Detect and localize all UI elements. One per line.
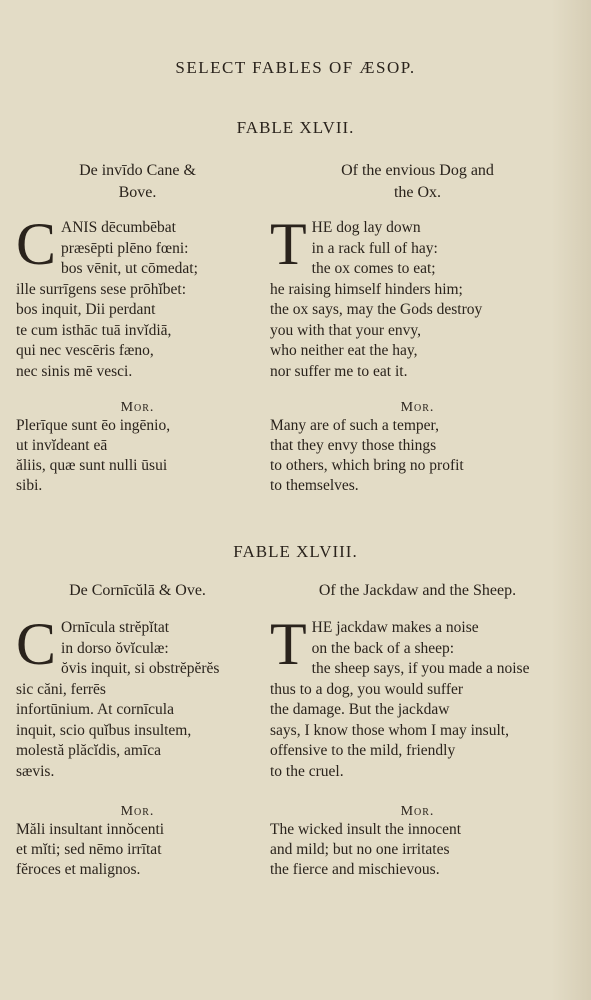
subtitle-line: Of the envious Dog and [341, 162, 494, 179]
latin-subtitle [16, 580, 259, 602]
text-line: ăliis, quæ sunt nulli ūsui [16, 457, 168, 474]
text-line: you with that your envy, [270, 321, 421, 339]
text-line: the ox says, may the Gods destroy [270, 301, 483, 318]
text-line: qui nec vescēris fæno, [16, 342, 154, 359]
text-line: The wicked insult the innocent [270, 821, 462, 838]
english-subtitle [270, 160, 565, 204]
english-column [270, 580, 565, 880]
text-line: the damage. But the jackdaw [270, 701, 450, 718]
moral-heading: Mor. [120, 400, 155, 415]
text-line: infortūnium. At cornīcula [16, 701, 174, 718]
text-line: says, I know those whom I may insult, [270, 721, 509, 739]
text-line: to themselves. [270, 477, 359, 494]
text-line: ANIS dēcumbēbat [61, 219, 176, 236]
text-line: that they envy those things [270, 437, 437, 454]
text-line: te cum isthāc tuā invĭdiā, [16, 321, 172, 339]
latin-column [16, 160, 259, 496]
subtitle-line: Of the Jackdaw and the Sheep. [318, 582, 517, 599]
english-text [270, 211, 565, 382]
moral-heading: Mor. [400, 804, 435, 819]
latin-subtitle [16, 160, 259, 204]
text-line: nor suffer me to eat it. [270, 362, 408, 380]
english-column [270, 160, 565, 496]
text-line: bos vēnit, ut cōmedat; [61, 260, 198, 277]
subtitle-line: Bove. [118, 184, 157, 201]
text-line: on the back of a sheep: [311, 639, 455, 657]
moral-block [16, 400, 259, 496]
text-line: Măli insultant innŏcenti [16, 821, 165, 838]
text-line: the sheep says, if you made a noise [311, 660, 530, 677]
text-line: bos inquit, Dii perdant [16, 301, 156, 318]
drop-cap: T [270, 611, 307, 677]
latin-text [16, 611, 259, 782]
text-line: in a rack full of hay: [311, 239, 438, 257]
text-line: sic căni, ferrēs [16, 680, 106, 698]
text-line: HE dog lay down [311, 219, 421, 236]
drop-cap: C [16, 211, 57, 277]
moral-text [16, 820, 259, 880]
moral-block [270, 400, 565, 496]
latin-column [16, 580, 259, 880]
text-line: sævis. [16, 762, 55, 780]
text-line: fĕroces et malignos. [16, 861, 141, 878]
subtitle-line: De Cornīcŭlā & Ove. [69, 582, 206, 599]
moral-text [270, 416, 565, 496]
fable-title: FABLE XLVII. [236, 118, 355, 137]
text-line: the ox comes to eat; [311, 260, 436, 277]
text-line: sibi. [16, 477, 43, 494]
running-head: SELECT FABLES OF ÆSOP. [175, 58, 416, 77]
text-line: who neither eat the hay, [270, 342, 418, 359]
text-line: ŏvis inquit, si obstrĕpĕrĕs [61, 660, 220, 677]
text-line: Many are of such a temper, [270, 417, 439, 434]
moral-block [270, 804, 565, 880]
english-text [270, 611, 565, 782]
text-line: HE jackdaw makes a noise [311, 619, 479, 636]
text-line: to others, which bring no profit [270, 457, 464, 474]
english-subtitle [270, 580, 565, 602]
moral-text [16, 416, 259, 496]
text-line: Plerīque sunt ēo ingēnio, [16, 417, 171, 434]
subtitle-line: De invīdo Cane & [79, 162, 196, 179]
text-line: præsēpti plēno fœni: [61, 239, 189, 257]
text-line: he raising himself hinders him; [270, 280, 463, 298]
text-line: et mĭti; sed nēmo irrītat [16, 841, 162, 858]
text-line: the fierce and mischievous. [270, 861, 440, 878]
text-line: inquit, scio quĭbus insultem, [16, 721, 192, 739]
moral-text [270, 820, 565, 880]
text-line: thus to a dog, you would suffer [270, 680, 464, 698]
text-line: in dorso ŏvĭculæ: [61, 639, 169, 657]
latin-text [16, 211, 259, 382]
moral-block [16, 804, 259, 880]
text-line: to the cruel. [270, 762, 344, 780]
text-line: Ornīcula strĕpĭtat [61, 619, 170, 636]
moral-heading: Mor. [400, 400, 435, 415]
subtitle-line: the Ox. [393, 184, 442, 201]
fable-title: FABLE XLVIII. [233, 542, 358, 561]
text-line: nec sinis mē vesci. [16, 362, 133, 380]
moral-heading: Mor. [120, 804, 155, 819]
drop-cap: T [270, 211, 307, 277]
drop-cap: C [16, 611, 57, 677]
text-line: ut invĭdeant eā [16, 437, 108, 454]
text-line: ille surrīgens sese prōhĭbet: [16, 280, 187, 298]
text-line: and mild; but no one irritates [270, 841, 450, 858]
text-line: offensive to the mild, friendly [270, 742, 456, 759]
text-line: molestă plăcĭdis, amīca [16, 742, 162, 759]
